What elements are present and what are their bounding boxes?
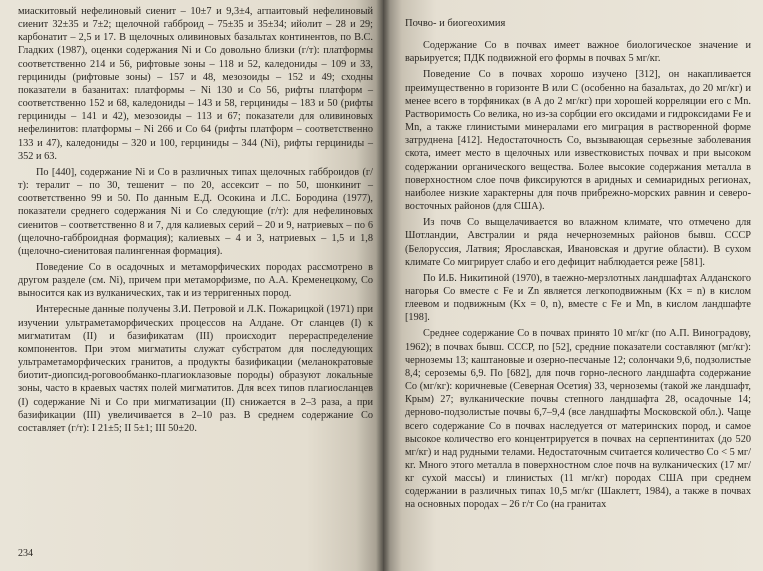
page-number: 234 [18, 547, 33, 559]
paragraph: Содержание Co в почвах имеет важное биологическое значение и варьируется; ПДК подвижной его формы в почвах 5 мг/кг. [405, 40, 751, 65]
paragraph: Из почв Co выщелачивается во влажном климате, что отмечено для Шотландии, Австралии и ряда нечерноземных районов бывш. СССР (Белоруссия, Латвия; Ярославская, Ивановская и другие области). В сухом климате Co мигрирует слабо и его дефицит наблюдается реже [581]. [405, 217, 751, 268]
book-gutter [376, 0, 390, 571]
right-page [383, 0, 763, 571]
paragraph: По И.Б. Никитиной (1970), в таежно-мерзлотных ландшафтах Алданского нагорья Co вместе с Fe и Zn является легкоподвижным (Kx = n) в кислом глеевом и подвижным (Kx = 0, n), вместе с Fe и Mn, в кислом ландшафте [198]. [405, 272, 751, 324]
paragraph: Поведение Co в осадочных и метаморфических породах рассмотрено в другом разделе (см. Ni), причем при метаморфизме, по А.А. Кременецкому, Co выносится как из вулканических, так и из терригенных пород. [18, 261, 373, 300]
paragraph: Среднее содержание Co в почвах принято 10 мг/кг (по А.П. Виноградову, 1962); в почвах бывш. СССР, по [52], средние показатели составляют (мг/кг): черноземы 13; каштановые и озерно-песчаные 12; солончаки 9,6, подзолистые 8,4; сероземы 6,9. По [682], для почв горно-лесного ландшафта содержание Co (мг/кг): коричневые (Северная Осетия) 33, черноземы (такой же ландшафт, Крым) 27; вулканические почвы степного ландшафта 28, осадочные 14; дерново-подзолистые почвы 6,7–9,4 (все ландшафты Московской обл.). Чаще всего содержание Co в почвах наследуется от материнских пород, и самое высокое количество его концентрируется в почвах на серпентинитах (до 520 мг/кг) и над рудными телами. Недостаточным считается количество Co < 5 мг/кг. Много этого металла в поверхностном слое почв на вулканических (17 мг/кг сухой массы) и глинистых (11 мг/кг) породах США при среднем содержании в различных типах 10,5 мг/кг (Шаклетт, 1984), а также в почвах на основных породах – 26 г/т Co (на гранитах [405, 328, 751, 511]
paragraph: По [440], содержание Ni и Co в различных типах щелочных габброидов (г/т): тералит – по 30, тешенит – по 20, ассексит – по 50, шонкинит – соответственно 99 и 50. По данным Е.Д. Осокина и Л.С. Бородина (1977), показатели среднего содержания Ni и Co следующие (г/т): для нефелиновых сиенитов – соответственно 8 и 7, для калиевых серий – 20 и 9, натриевых – по 6 (щелочно-габброидная формация); калиевых – 4 и 3, натриевых – 1,5 и 1,8 (щелочно-сиенитовая палингенная формация). [18, 166, 373, 257]
paragraph: Интересные данные получены З.И. Петровой и Л.К. Пожарицкой (1971) при изучении ультраметаморфических процессов на Алдане. От сланцев (I) к мигматитам (II) и базификатам (III) происходит перераспределение компонентов. При этом мигматиты служат субстратом для последующих ультраметаморфических гранитов, а продукты базификации (меланократовые биотит-диопсид-роговообманко-плагиоклазовые породы) образуют локальные зоны, часто в краевых частях полей мигматитов. Для всех типов плагиосланцев (I) содержание Ni и Co при мигматизации (II) снижается в 2–3 раза, а при базификации (III) увеличивается в 2–10 раз. В среднем содержание Co составляет (г/т): I 21±5; II 5±1; III 50±20. [18, 304, 373, 434]
running-head: Почво- и биогеохимия [405, 18, 506, 29]
paragraph: миаскитовый нефелиновый сиенит – 10±7 и 9,3±4, агпаитовый нефелиновый сиенит 32±35 и 7±2; щелочной габброид – 75±35 и 35±34; ийолит – 28 и 29; карбонатит – 2,5 и 17. В щелочных оливиновых базальтах континентов, по В.С. Гладких (1987), оценки содержания Ni и Co довольно близки (г/т): платформы соответственно 214 и 56, рифтовые зоны – 118 и 52, каледониды – 109 и 33, герциниды (рифтовые зоны) – 157 и 48, мезозоиды – 152 и 49; сходны показатели в базанитах: платформы – Ni 130 и Co 56, рифты платформ – соответственно 152 и 68, каледониды – 143 и 58, герциниды – 183 и 50 (рифты герциниды – 141 и 42), мезозоиды – 113 и 67; показатели для оливиновых нефелинитов: платформы – Ni 266 и Co 64 (рифты платформ – соответственно 133 и 47), каледониды – 320 и 100, герциниды – 344 (Ni), рифты герциниды – 352 и 63. [18, 6, 373, 162]
paragraph: Поведение Co в почвах хорошо изучено [312], он накапливается преимущественно в горизонте B или C (особенно на базальтах, до 20 мг/кг) и менее всего в торфяниках (в A до 2 мг/кг) при хорошей корреляции его с Mn. Растворимость Co велика, но из-за сорбции его оксидами и гидроксидами Fe и Mn, а также глинистыми минералами его миграция в растворенной форме затруднена [412]. Недостаточность Co, вызывающая серьезные заболевания скота, имеет место в щелочных или известковистых почвах и при высоком содержании органического вещества. Более высокие содержания металла в поверхностном слое почв фиксируются в аридных и семиаридных регионах, наиболее низкие характерны для почв прибрежно-морских равнин и северо-восточных районов (для США). [405, 69, 751, 213]
